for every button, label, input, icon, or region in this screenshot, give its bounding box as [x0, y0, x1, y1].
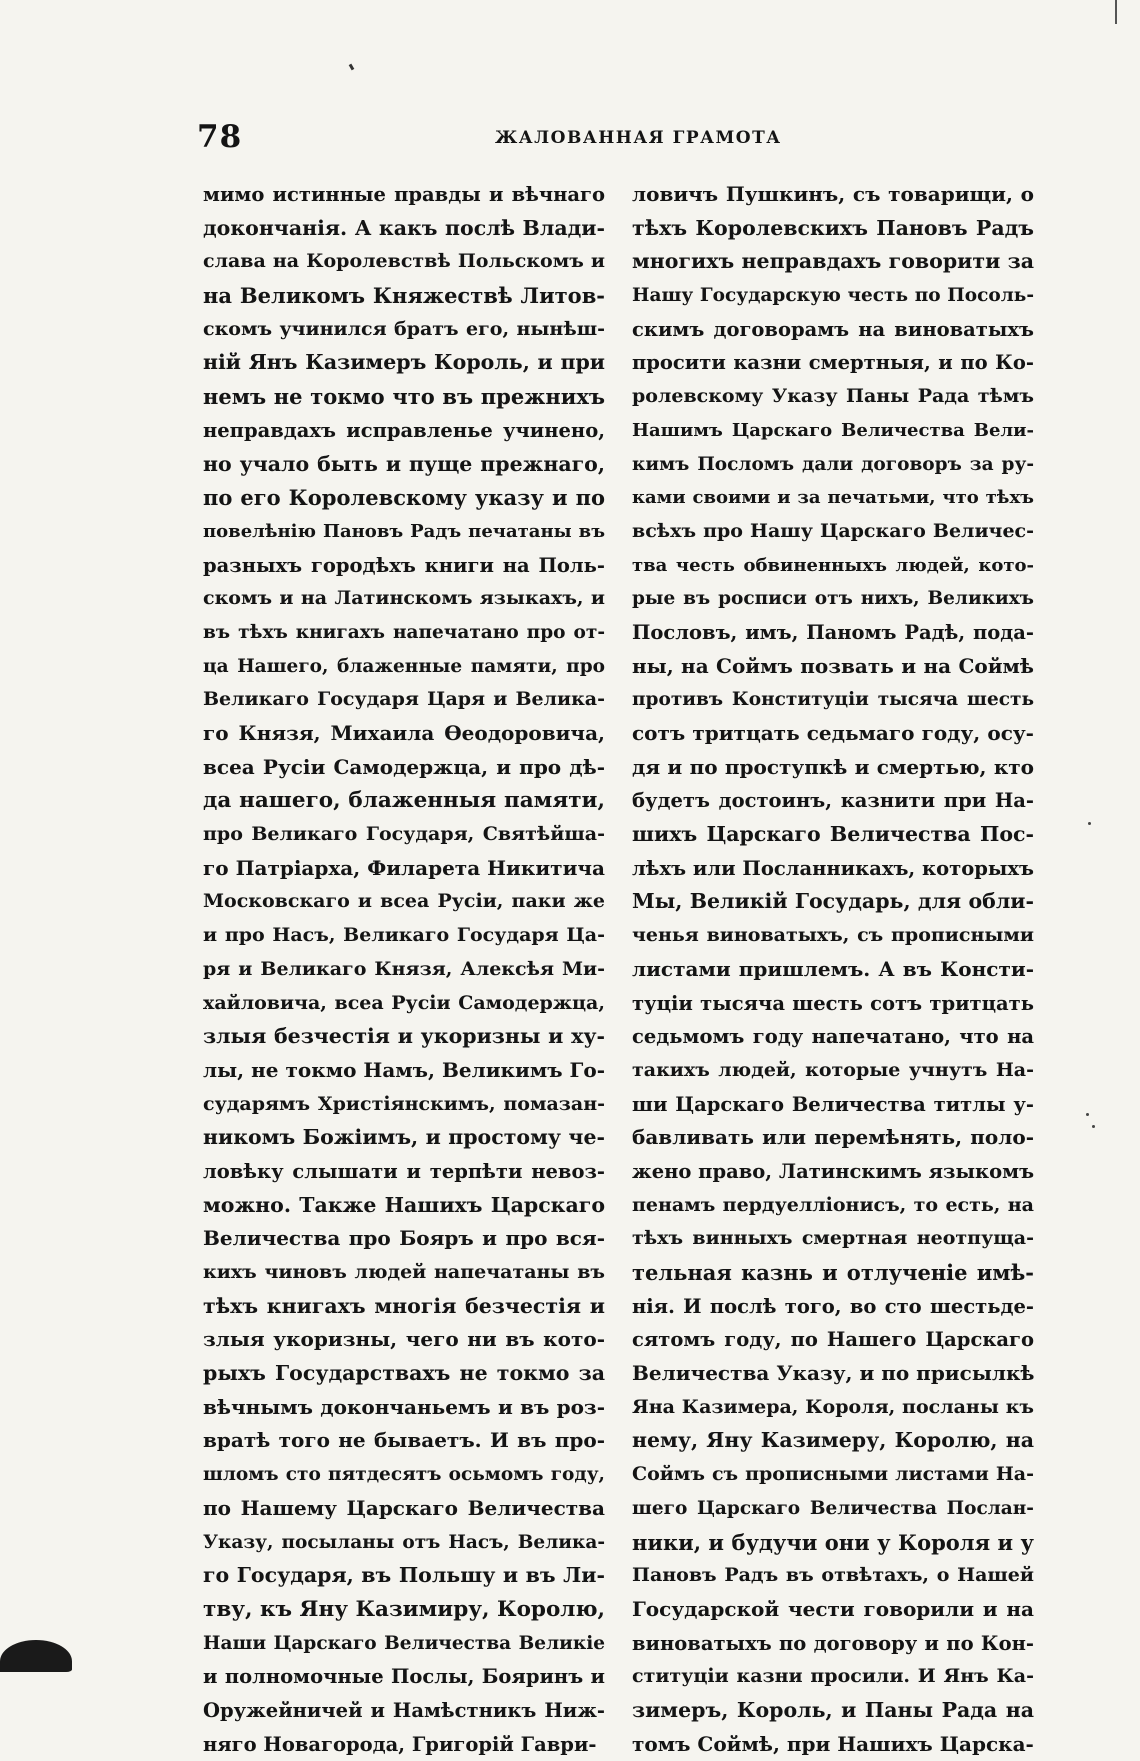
- text-line: ны, на Соймъ позвать и на Соймѣ: [632, 653, 1034, 678]
- text-line: скимъ договорамъ на виноватыхъ: [632, 317, 1034, 341]
- text-line: всеа Русіи Самодержца, и про дѣ-: [203, 754, 605, 779]
- text-line: Пословъ, имъ, Паномъ Радѣ, пода-: [632, 620, 1034, 644]
- text-line: въ тѣхъ книгахъ напечатано про от-: [203, 621, 605, 643]
- text-line: многихъ неправдахъ говорити за: [632, 249, 1034, 274]
- text-line: разныхъ городѣхъ книги на Поль-: [203, 553, 605, 577]
- text-line: ній Янъ Казимеръ Король, и при: [203, 350, 605, 375]
- text-line: никомъ Божіимъ, и простому че-: [203, 1125, 605, 1150]
- text-line: просити казни смертныя, и по Ко-: [632, 351, 1034, 375]
- text-line: противъ Конституціи тысяча шесть: [632, 689, 1034, 711]
- text-line: хайловича, всеа Русіи Самодержца,: [203, 991, 605, 1014]
- text-line: нему, Яну Казимеру, Королю, на: [632, 1428, 1034, 1453]
- text-line: Пановъ Радъ въ отвѣтахъ, о Нашей: [632, 1564, 1034, 1587]
- text-line: тѣхъ Королевскихъ Пановъ Радъ: [632, 215, 1034, 240]
- text-line: ловѣку слышати и терпѣти невоз-: [203, 1159, 605, 1183]
- scan-speck: [1088, 822, 1091, 825]
- text-line: докончанія. А какъ послѣ Влади-: [203, 215, 605, 240]
- text-line: ками своими и за печатьми, что тѣхъ: [632, 487, 1034, 509]
- text-line: по его Королевскому указу и по: [203, 485, 605, 511]
- text-line: ституціи казни просили. И Янъ Ка-: [632, 1665, 1034, 1688]
- text-line: Нашимъ Царскаго Величества Вели-: [632, 419, 1034, 441]
- text-line: скомъ и на Латинскомъ языкахъ, и: [203, 587, 605, 610]
- text-line: Указу, посыланы отъ Насъ, Велика-: [203, 1531, 605, 1553]
- scan-speck: [1092, 1125, 1095, 1128]
- text-line: тѣхъ винныхъ смертная неотпуща-: [632, 1227, 1034, 1250]
- text-line: вѣчнымъ докончаньемъ и въ роз-: [203, 1394, 605, 1419]
- text-line: повелѣнію Пановъ Радъ печатаны въ: [203, 520, 605, 542]
- text-line: шихъ Царскаго Величества Пос-: [632, 822, 1034, 847]
- text-line: Соймъ съ прописными листами На-: [632, 1463, 1034, 1486]
- text-line: сятомъ году, по Нашего Царскаго: [632, 1328, 1034, 1352]
- text-line: ши Царскаго Величества титлы у-: [632, 1092, 1034, 1116]
- text-line: Нашу Государскую честь по Посоль-: [632, 285, 1034, 307]
- scan-smudge: [0, 1640, 72, 1672]
- text-line: зимеръ, Король, и Паны Рада на: [632, 1697, 1034, 1722]
- left-text-column: [203, 178, 605, 1761]
- text-line: ники, и будучи они у Короля и у: [632, 1529, 1034, 1555]
- text-line: лы, не токмо Намъ, Великимъ Го-: [203, 1057, 605, 1082]
- text-line: мимо истинные правды и вѣчнаго: [203, 183, 605, 206]
- text-line: Наши Царскаго Величества Великіе: [203, 1632, 605, 1654]
- text-line: Великаго Государя Царя и Велика-: [203, 688, 605, 711]
- text-line: и полномочные Послы, Бояринъ и: [203, 1665, 605, 1689]
- text-line: слава на Королевствѣ Польскомъ и: [203, 250, 605, 273]
- text-line: тву, къ Яну Казимиру, Королю,: [203, 1596, 605, 1622]
- text-line: Оружейничей и Намѣстникъ Ниж-: [203, 1698, 605, 1722]
- text-line: няго Новагорода, Григорій Гаври-: [203, 1732, 597, 1756]
- text-line: сотъ тритцать седьмаго году, осу-: [632, 721, 1034, 745]
- page-number: 78: [197, 119, 243, 155]
- text-line: го Государя, въ Польшу и въ Ли-: [203, 1563, 605, 1588]
- text-line: Московскаго и всеа Русіи, паки же: [203, 890, 605, 913]
- text-line: ловичъ Пушкинъ, съ товарищи, о: [632, 182, 1034, 206]
- text-line: туціи тысяча шесть сотъ тритцать: [632, 991, 1034, 1015]
- text-line: шего Царскаго Величества Послан-: [632, 1497, 1034, 1519]
- text-line: неправдахъ исправленье учинено,: [203, 418, 605, 442]
- text-line: листами пришлемъ. А въ Консти-: [632, 956, 1034, 981]
- text-line: го Князя, Михаила Ѳеодоровича,: [203, 721, 605, 745]
- text-line: виноватыхъ по договору и по Кон-: [632, 1631, 1034, 1655]
- text-line: кимъ Посломъ дали договоръ за ру-: [632, 453, 1034, 475]
- text-line: и про Насъ, Великаго Государя Ца-: [203, 924, 605, 947]
- text-line: про Великаго Государя, Святѣйша-: [203, 823, 605, 846]
- text-line: злыя укоризны, чего ни въ кото-: [203, 1327, 605, 1352]
- text-line: можно. Также Нашихъ Царскаго: [203, 1192, 605, 1217]
- text-line: да нашего, блаженныя памяти,: [203, 788, 605, 814]
- text-line: вратѣ того не бываетъ. И въ про-: [203, 1428, 605, 1453]
- text-line: пенамъ пердуелліонисъ, то есть, на: [632, 1193, 1034, 1216]
- text-line: тѣхъ книгахъ многія безчестія и: [203, 1293, 605, 1318]
- scan-edge-mark: [1115, 0, 1117, 24]
- text-line: Мы, Великій Государь, для обли-: [632, 889, 1034, 914]
- text-line: по Нашему Царскаго Величества: [203, 1495, 605, 1520]
- text-line: рые въ росписи отъ нихъ, Великихъ: [632, 588, 1034, 610]
- text-line: скомъ учинился братъ его, нынѣш-: [203, 317, 605, 340]
- text-line: будетъ достоинъ, казнити при На-: [632, 789, 1034, 813]
- text-line: ца Нашего, блаженные памяти, про: [203, 655, 605, 677]
- scan-speck: [349, 64, 355, 71]
- right-text-column: [632, 178, 1034, 1761]
- text-line: ря и Великаго Князя, Алексѣя Ми-: [203, 957, 605, 980]
- text-line: на Великомъ Княжествѣ Литов-: [203, 283, 605, 309]
- running-title: ЖАЛОВАННАЯ ГРАМОТА: [495, 128, 782, 148]
- text-line: шломъ сто пятдесятъ осьмомъ году,: [203, 1464, 605, 1486]
- text-line: дя и по проступкѣ и смертью, кто: [632, 754, 1034, 779]
- text-line: жено право, Латинскимъ языкомъ: [632, 1159, 1035, 1183]
- text-line: бавливать или перемѣнять, поло-: [632, 1125, 1034, 1150]
- text-line: Государской чести говорили и на: [632, 1596, 1034, 1621]
- text-line: го Патріарха, Филарета Никитича: [203, 855, 605, 880]
- text-line: немъ не токмо что въ прежнихъ: [203, 384, 605, 410]
- text-line: Яна Казимера, Короля, посланы къ: [632, 1395, 1034, 1418]
- text-line: тва честь обвиненныхъ людей, кото-: [632, 554, 1034, 576]
- text-line: лѣхъ или Посланникахъ, которыхъ: [632, 856, 1034, 880]
- text-line: рыхъ Государствахъ не токмо за: [203, 1361, 605, 1386]
- text-line: сударямъ Христіянскимъ, помазан-: [203, 1092, 605, 1115]
- text-line: ченья виноватыхъ, съ прописными: [632, 924, 1034, 947]
- text-line: тельная казнь и отлученіе имѣ-: [632, 1260, 1034, 1285]
- text-line: но учало быть и пуще прежнаго,: [203, 451, 605, 476]
- text-line: седьмомъ году напечатано, что на: [632, 1025, 1034, 1049]
- text-line: Величества Указу, и по присылкѣ: [632, 1361, 1035, 1386]
- text-line: злыя безчестія и укоризны и ху-: [203, 1024, 605, 1049]
- text-line: Величества про Бояръ и про вся-: [203, 1226, 605, 1251]
- text-line: всѣхъ про Нашу Царскаго Величес-: [632, 519, 1034, 542]
- text-line: такихъ людей, которые учнутъ На-: [632, 1058, 1034, 1081]
- text-line: томъ Соймѣ, при Нашихъ Царска-: [632, 1731, 1034, 1756]
- scan-speck: [1086, 1113, 1089, 1116]
- text-line: кихъ чиновъ людей напечатаны въ: [203, 1261, 605, 1283]
- text-line: нія. И послѣ того, во сто шестьде-: [632, 1294, 1034, 1318]
- text-line: ролевскому Указу Паны Рада тѣмъ: [632, 385, 1034, 408]
